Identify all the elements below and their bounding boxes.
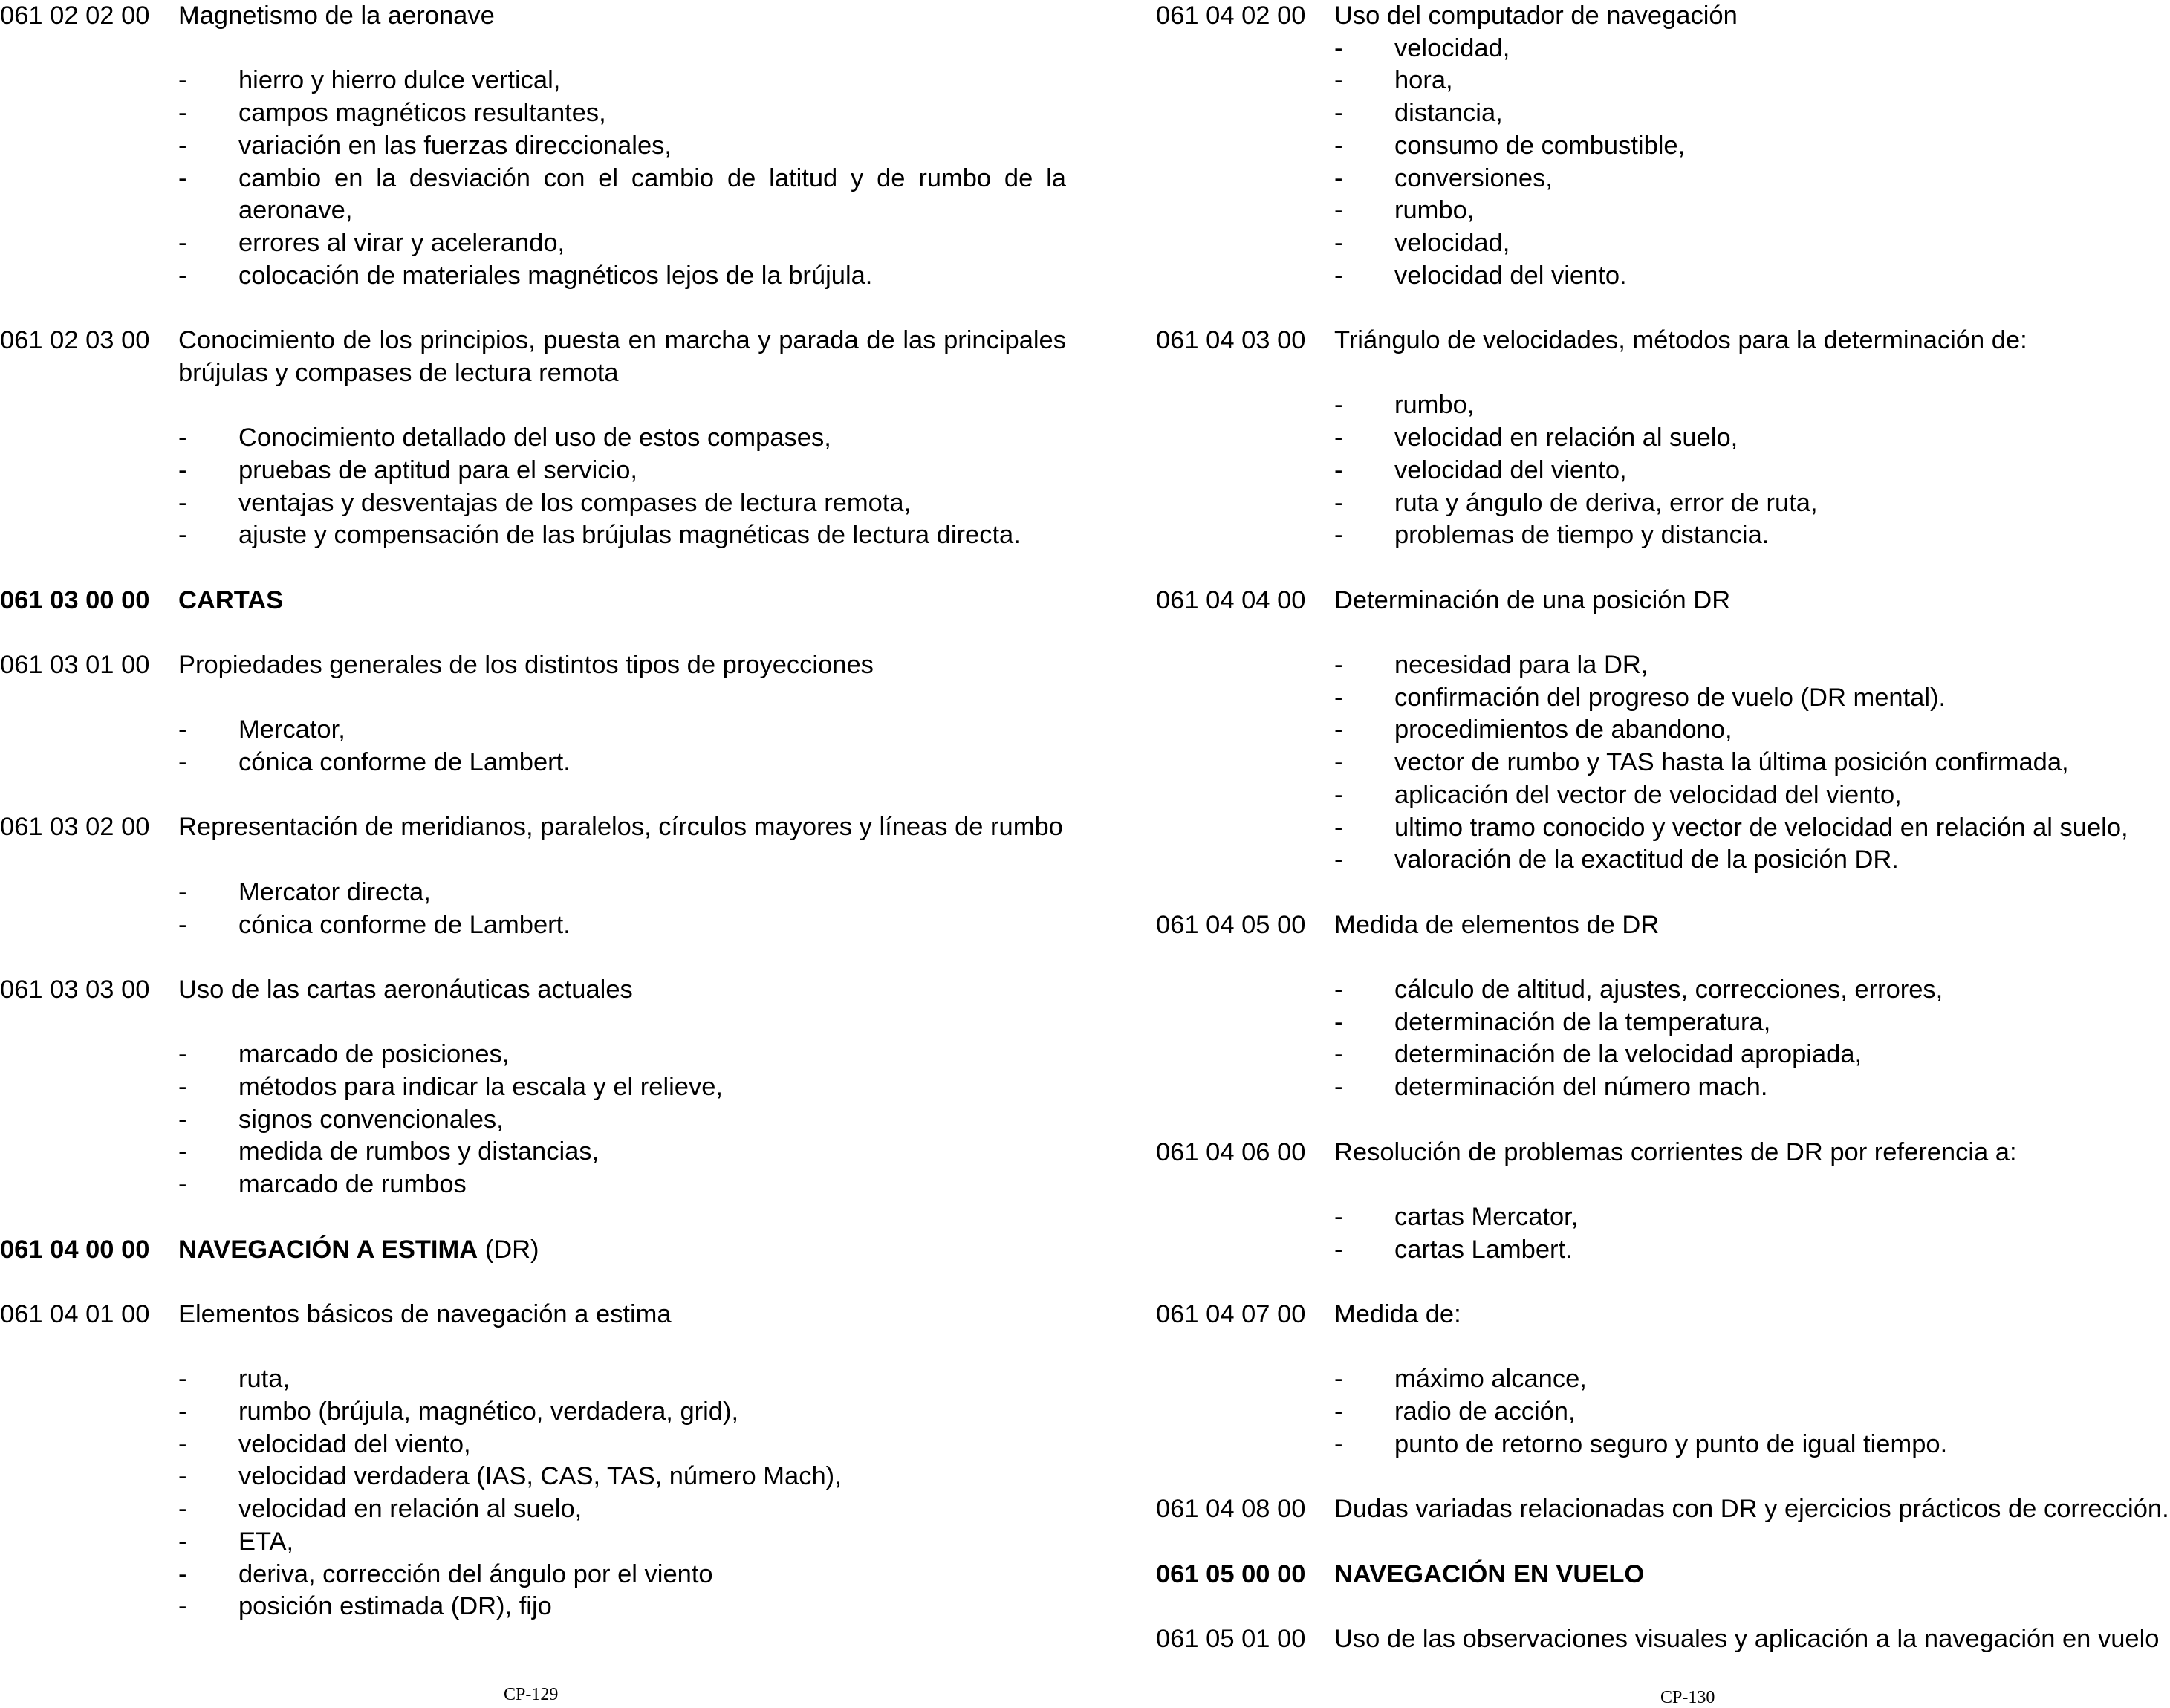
- syllabus-entry: [0, 1299, 1070, 1623]
- bullet-dash: -: [1334, 780, 1343, 809]
- list-item: [1334, 227, 2170, 260]
- section-code: 061 04 08 00: [1156, 1495, 1306, 1524]
- section-title-text: Elementos básicos de navegación a estima: [178, 1299, 672, 1328]
- syllabus-entry: [1156, 325, 2170, 552]
- section-title-text: CARTAS: [178, 585, 284, 614]
- list-item: [178, 455, 1066, 487]
- section-code: 061 04 04 00: [1156, 585, 1306, 614]
- list-item: [178, 97, 1066, 130]
- list-item-text: Conocimiento detallado del uso de estos compases,: [238, 423, 831, 452]
- bullet-dash: -: [1334, 748, 1343, 777]
- section-title-text: Representación de meridianos, paralelos, círculos mayores y líneas de rumbo: [178, 813, 1063, 842]
- bullet-dash: -: [178, 1365, 187, 1394]
- list-item-text: conversiones,: [1394, 163, 1553, 192]
- list-item: [1334, 389, 2170, 422]
- list-item-text: ultimo tramo conocido y vector de velocidad en relación al suelo,: [1394, 813, 2128, 842]
- bullet-list: [1156, 974, 2170, 1104]
- right-column: [1156, 0, 2170, 1656]
- syllabus-entry: [1156, 585, 2170, 877]
- bullet-dash: -: [178, 1397, 187, 1426]
- syllabus-entry: [0, 585, 1070, 617]
- list-item-text: cálculo de altitud, ajustes, correcciones, errores,: [1394, 975, 1943, 1004]
- section-code: 061 04 02 00: [1156, 1, 1306, 30]
- list-item: [1334, 1201, 2170, 1234]
- bullet-dash: -: [178, 910, 187, 939]
- section-title-text: Propiedades generales de los distintos tipos de proyecciones: [178, 650, 874, 679]
- list-item: [1334, 779, 2170, 812]
- section-title: [1334, 0, 2170, 33]
- bullet-dash: -: [178, 66, 187, 95]
- bullet-list: [1156, 649, 2170, 877]
- list-item: [178, 1136, 1066, 1169]
- list-item-text: consumo de combustible,: [1394, 131, 1686, 160]
- list-item: [1334, 163, 2170, 195]
- bullet-dash: -: [1334, 1365, 1343, 1394]
- bullet-dash: -: [178, 488, 187, 517]
- bullet-list: [1156, 389, 2170, 552]
- list-item: [1334, 1363, 2170, 1396]
- list-item-text: determinación de la temperatura,: [1394, 1007, 1771, 1036]
- list-item: [1334, 97, 2170, 130]
- list-item-text: radio de acción,: [1394, 1397, 1576, 1426]
- list-item-text: rumbo,: [1394, 391, 1475, 420]
- section-title-text: Medida de:: [1334, 1299, 1461, 1328]
- list-item: [1334, 1396, 2170, 1429]
- list-item-text: Mercator,: [238, 715, 345, 744]
- list-item-text: ETA,: [238, 1527, 294, 1556]
- section-title-text: NAVEGACIÓN A ESTIMA: [178, 1235, 478, 1264]
- bullet-dash: -: [178, 1105, 187, 1134]
- bullet-dash: -: [178, 1592, 187, 1621]
- list-item-text: determinación del número mach.: [1394, 1073, 1768, 1102]
- bullet-dash: -: [1334, 66, 1343, 95]
- bullet-list: [0, 877, 1070, 941]
- section-title: [178, 325, 1066, 389]
- list-item: [1334, 260, 2170, 293]
- section-title: [1334, 585, 2170, 617]
- section-code: 061 04 07 00: [1156, 1299, 1306, 1328]
- list-item-text: colocación de materiales magnéticos lejos de la brújula.: [238, 261, 873, 290]
- list-item-text: distancia,: [1394, 99, 1503, 128]
- bullet-dash: -: [1334, 455, 1343, 484]
- list-item-text: cartas Mercator,: [1394, 1202, 1579, 1231]
- bullet-dash: -: [178, 1429, 187, 1458]
- syllabus-entry: [1156, 1137, 2170, 1267]
- section-title-text: Uso de las observaciones visuales y aplicación a la navegación en vuelo: [1334, 1624, 2160, 1653]
- syllabus-entry: [0, 1234, 1070, 1267]
- bullet-list: [0, 1363, 1070, 1623]
- list-item: [178, 65, 1066, 97]
- list-item-text: pruebas de aptitud para el servicio,: [238, 455, 637, 484]
- bullet-dash: -: [1334, 975, 1343, 1004]
- list-item-text: medida de rumbos y distancias,: [238, 1137, 600, 1166]
- list-item-text: velocidad,: [1394, 33, 1510, 62]
- list-item-text: errores al virar y acelerando,: [238, 228, 565, 257]
- section-title: [178, 1234, 1066, 1267]
- list-item: [178, 1559, 1066, 1591]
- section-title-text: Medida de elementos de DR: [1334, 910, 1660, 939]
- bullet-dash: -: [178, 1527, 187, 1556]
- bullet-dash: -: [1334, 1397, 1343, 1426]
- list-item: [1334, 1071, 2170, 1104]
- list-item-text: cartas Lambert.: [1394, 1235, 1573, 1264]
- bullet-list: [0, 714, 1070, 779]
- syllabus-entry: [1156, 909, 2170, 1104]
- list-item: [178, 163, 1066, 227]
- bullet-dash: -: [178, 455, 187, 484]
- section-title-text: Triángulo de velocidades, métodos para la determinación de:: [1334, 326, 2027, 355]
- bullet-dash: -: [1334, 33, 1343, 62]
- bullet-dash: -: [178, 877, 187, 906]
- bullet-dash: -: [178, 423, 187, 452]
- list-item: [1334, 33, 2170, 65]
- list-item: [1334, 65, 2170, 97]
- list-item-text: hierro y hierro dulce vertical,: [238, 66, 561, 95]
- bullet-list: [0, 422, 1070, 552]
- list-item-text: rumbo,: [1394, 196, 1475, 225]
- bullet-dash: -: [178, 1462, 187, 1491]
- bullet-dash: -: [1334, 1235, 1343, 1264]
- bullet-dash: -: [1334, 488, 1343, 517]
- bullet-list: [1156, 33, 2170, 293]
- list-item: [1334, 974, 2170, 1007]
- list-item-text: ruta y ángulo de deriva, error de ruta,: [1394, 488, 1818, 517]
- list-item-text: ruta,: [238, 1365, 290, 1394]
- bullet-dash: -: [1334, 228, 1343, 257]
- list-item: [1334, 747, 2170, 779]
- list-item-text: velocidad del viento.: [1394, 261, 1627, 290]
- bullet-dash: -: [1334, 1040, 1343, 1069]
- section-title: [178, 1299, 1066, 1331]
- section-code: 061 03 03 00: [0, 975, 150, 1004]
- section-title-text: Magnetismo de la aeronave: [178, 1, 495, 30]
- section-code: 061 02 03 00: [0, 326, 150, 354]
- section-code: 061 05 01 00: [1156, 1624, 1306, 1653]
- list-item-text: hora,: [1394, 66, 1453, 95]
- bullet-dash: -: [1334, 683, 1343, 712]
- page-number-left: CP-129: [504, 1685, 559, 1704]
- bullet-dash: -: [1334, 391, 1343, 420]
- list-item: [178, 1493, 1066, 1526]
- list-item-text: vector de rumbo y TAS hasta la última posición confirmada,: [1394, 748, 2069, 777]
- syllabus-entry: [1156, 1559, 2170, 1591]
- bullet-dash: -: [178, 228, 187, 257]
- section-title: [1334, 1493, 2170, 1526]
- section-title-text: Conocimiento de los principios, puesta en marcha y parada de las principales brújulas y compases de lectura remota: [178, 326, 1066, 387]
- list-item: [1334, 487, 2170, 520]
- list-item: [178, 877, 1066, 909]
- list-item: [178, 909, 1066, 942]
- list-item: [1334, 1039, 2170, 1071]
- list-item-text: ventajas y desventajas de los compases de lectura remota,: [238, 488, 912, 517]
- list-item-text: velocidad en relación al suelo,: [1394, 423, 1738, 452]
- section-title: [1334, 1623, 2170, 1656]
- section-title: [1334, 1299, 2170, 1331]
- syllabus-entry: [0, 649, 1070, 779]
- bullet-dash: -: [178, 1559, 187, 1588]
- section-code: 061 04 00 00: [0, 1235, 150, 1264]
- list-item: [1334, 455, 2170, 487]
- list-item: [1334, 130, 2170, 163]
- list-item: [178, 1039, 1066, 1071]
- list-item-text: cambio en la desviación con el cambio de latitud y de rumbo de la aeronave,: [238, 163, 1066, 225]
- list-item-text: cónica conforme de Lambert.: [238, 910, 571, 939]
- list-item-text: velocidad del viento,: [238, 1429, 471, 1458]
- list-item-text: signos convencionales,: [238, 1105, 504, 1134]
- list-item-text: problemas de tiempo y distancia.: [1394, 521, 1770, 550]
- list-item-text: deriva, corrección del ángulo por el viento: [238, 1559, 713, 1588]
- section-title: [1334, 1137, 2170, 1169]
- section-code: 061 04 05 00: [1156, 910, 1306, 939]
- section-title: [178, 585, 1066, 617]
- list-item-text: necesidad para la DR,: [1394, 651, 1648, 679]
- list-item-text: métodos para indicar la escala y el relieve,: [238, 1073, 723, 1102]
- list-item: [1334, 1007, 2170, 1039]
- list-item: [1334, 812, 2170, 845]
- syllabus-entry: [0, 325, 1070, 552]
- list-item-text: cónica conforme de Lambert.: [238, 748, 571, 777]
- bullet-list: [0, 65, 1070, 292]
- bullet-dash: -: [1334, 651, 1343, 679]
- list-item-text: Mercator directa,: [238, 877, 431, 906]
- bullet-dash: -: [178, 99, 187, 128]
- syllabus-entry: [1156, 0, 2170, 292]
- list-item-text: marcado de posiciones,: [238, 1040, 510, 1069]
- bullet-dash: -: [178, 1040, 187, 1069]
- list-item-text: velocidad del viento,: [1394, 455, 1627, 484]
- bullet-dash: -: [1334, 715, 1343, 744]
- list-item-text: variación en las fuerzas direccionales,: [238, 131, 672, 160]
- list-item-text: procedimientos de abandono,: [1394, 715, 1732, 744]
- bullet-dash: -: [1334, 1202, 1343, 1231]
- list-item: [178, 1461, 1066, 1493]
- bullet-dash: -: [1334, 131, 1343, 160]
- bullet-dash: -: [1334, 1073, 1343, 1102]
- bullet-dash: -: [1334, 261, 1343, 290]
- bullet-dash: -: [1334, 196, 1343, 225]
- left-column: [0, 0, 1070, 1623]
- syllabus-entry: [1156, 1493, 2170, 1526]
- section-code: 061 05 00 00: [1156, 1559, 1306, 1588]
- bullet-list: [1156, 1201, 2170, 1266]
- bullet-dash: -: [178, 715, 187, 744]
- list-item: [178, 1071, 1066, 1104]
- list-item: [1334, 844, 2170, 877]
- section-code: 061 04 03 00: [1156, 326, 1306, 355]
- section-title: [1334, 325, 2170, 357]
- list-item-text: máximo alcance,: [1394, 1365, 1587, 1394]
- list-item-text: posición estimada (DR), fijo: [238, 1592, 552, 1621]
- section-title: [178, 974, 1066, 1007]
- section-title: [1334, 909, 2170, 942]
- bullet-dash: -: [178, 521, 187, 550]
- bullet-dash: -: [1334, 813, 1343, 842]
- section-title-text: Uso del computador de navegación: [1334, 1, 1738, 30]
- bullet-list: [1156, 1363, 2170, 1461]
- bullet-dash: -: [178, 261, 187, 290]
- section-code: 061 03 02 00: [0, 813, 150, 842]
- list-item: [178, 714, 1066, 747]
- section-title-text: Uso de las cartas aeronáuticas actuales: [178, 975, 633, 1004]
- list-item-text: determinación de la velocidad apropiada,: [1394, 1040, 1862, 1069]
- section-title: [178, 649, 1066, 682]
- section-code: 061 03 00 00: [0, 585, 150, 614]
- list-item: [178, 1363, 1066, 1396]
- section-title: [178, 0, 1066, 33]
- list-item: [1334, 519, 2170, 552]
- section-title-text: NAVEGACIÓN EN VUELO: [1334, 1559, 1645, 1588]
- bullet-dash: -: [178, 1137, 187, 1166]
- bullet-dash: -: [178, 163, 187, 192]
- list-item-text: velocidad,: [1394, 228, 1510, 257]
- section-title-text: Resolución de problemas corrientes de DR por referencia a:: [1334, 1137, 2017, 1166]
- section-code: 061 04 06 00: [1156, 1137, 1306, 1166]
- list-item-text: punto de retorno seguro y punto de igual tiempo.: [1394, 1429, 1948, 1458]
- list-item: [178, 1429, 1066, 1461]
- bullet-dash: -: [178, 748, 187, 777]
- syllabus-entry: [0, 0, 1070, 292]
- list-item-text: valoración de la exactitud de la posición DR.: [1394, 845, 1899, 874]
- syllabus-entry: [0, 811, 1070, 941]
- list-item-text: velocidad en relación al suelo,: [238, 1495, 582, 1524]
- syllabus-entry: [0, 974, 1070, 1201]
- list-item: [178, 747, 1066, 779]
- section-title-text: Determinación de una posición DR: [1334, 585, 1731, 614]
- section-code: 061 03 01 00: [0, 650, 150, 679]
- bullet-dash: -: [1334, 1007, 1343, 1036]
- list-item: [178, 227, 1066, 260]
- page-number-right: CP-130: [1660, 1688, 1715, 1707]
- bullet-list: [0, 1039, 1070, 1201]
- list-item: [1334, 1234, 2170, 1267]
- bullet-dash: -: [1334, 1429, 1343, 1458]
- syllabus-entry: [1156, 1299, 2170, 1461]
- list-item: [178, 1396, 1066, 1429]
- list-item-text: campos magnéticos resultantes,: [238, 99, 606, 128]
- list-item: [1334, 1429, 2170, 1461]
- list-item: [1334, 714, 2170, 747]
- list-item: [178, 422, 1066, 455]
- list-item: [1334, 649, 2170, 682]
- list-item: [178, 1591, 1066, 1623]
- list-item: [178, 487, 1066, 520]
- list-item: [1334, 422, 2170, 455]
- bullet-dash: -: [1334, 521, 1343, 550]
- section-title: [1334, 1559, 2170, 1591]
- list-item: [1334, 682, 2170, 715]
- bullet-dash: -: [178, 1495, 187, 1524]
- list-item-text: confirmación del progreso de vuelo (DR mental).: [1394, 683, 1946, 712]
- bullet-dash: -: [178, 1170, 187, 1199]
- list-item: [178, 1526, 1066, 1559]
- list-item: [178, 1169, 1066, 1201]
- section-title-suffix: (DR): [478, 1235, 539, 1264]
- bullet-dash: -: [1334, 163, 1343, 192]
- bullet-dash: -: [178, 131, 187, 160]
- bullet-dash: -: [1334, 423, 1343, 452]
- list-item-text: ajuste y compensación de las brújulas magnéticas de lectura directa.: [238, 521, 1021, 550]
- section-title: [178, 811, 1066, 844]
- list-item-text: marcado de rumbos: [238, 1170, 467, 1199]
- list-item: [1334, 195, 2170, 227]
- list-item: [178, 1104, 1066, 1137]
- list-item-text: velocidad verdadera (IAS, CAS, TAS, número Mach),: [238, 1462, 842, 1491]
- list-item: [178, 519, 1066, 552]
- list-item: [178, 260, 1066, 293]
- list-item-text: aplicación del vector de velocidad del viento,: [1394, 780, 1902, 809]
- bullet-dash: -: [1334, 845, 1343, 874]
- syllabus-entry: [1156, 1623, 2170, 1656]
- list-item: [178, 130, 1066, 163]
- bullet-dash: -: [178, 1073, 187, 1102]
- section-code: 061 02 02 00: [0, 1, 150, 30]
- section-code: 061 04 01 00: [0, 1299, 150, 1328]
- list-item-text: rumbo (brújula, magnético, verdadera, grid),: [238, 1397, 739, 1426]
- bullet-dash: -: [1334, 99, 1343, 128]
- section-title-text: Dudas variadas relacionadas con DR y ejercicios prácticos de corrección.: [1334, 1495, 2169, 1524]
